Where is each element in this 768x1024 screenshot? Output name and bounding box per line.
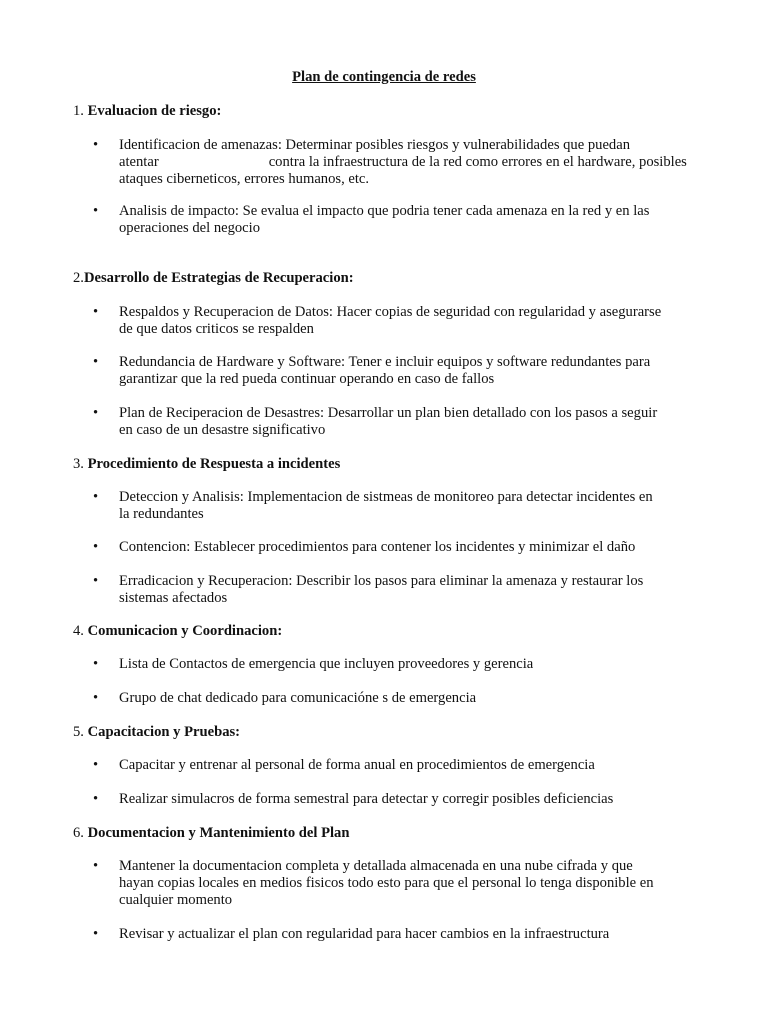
bullet-icon: • (93, 926, 99, 942)
section-heading-2 (73, 269, 354, 287)
section-number: 4. (73, 623, 84, 639)
section-title: Capacitacion y Pruebas: (87, 724, 241, 740)
item-line: ataques ciberneticos, errores humanos, etc. (119, 171, 370, 187)
item-line: Lista de Contactos de emergencia que incluyen proveedores y gerencia (119, 656, 534, 672)
item-line: Mantener la documentacion completa y detallada almacenada en una nube cifrada y que (119, 858, 633, 874)
section-title: Comunicacion y Coordinacion: (87, 623, 283, 639)
item-line: Analisis de impacto: Se evalua el impacto que podria tener cada amenaza en la red y en las (119, 203, 650, 219)
item-line: la redundantes (119, 506, 204, 522)
document-title: Plan de contingencia de redes (292, 69, 476, 85)
item-line: Contencion: Establecer procedimientos para contener los incidentes y minimizar el daño (119, 539, 636, 555)
item-line: Erradicacion y Recuperacion: Describir los pasos para eliminar la amenaza y restaurar los (119, 573, 644, 589)
bullet-icon: • (93, 405, 99, 421)
item-line: operaciones del negocio (119, 220, 261, 236)
section-number: 5. (73, 724, 84, 740)
bullet-icon: • (93, 203, 99, 219)
item-line: Deteccion y Analisis: Implementacion de sistmeas de monitoreo para detectar incidentes en (119, 489, 653, 505)
bullet-icon: • (93, 656, 99, 672)
section-heading-1 (73, 102, 221, 120)
section-number: 6. (73, 825, 84, 841)
section-title: Documentacion y Mantenimiento del Plan (87, 825, 350, 841)
bullet-icon: • (93, 791, 99, 807)
section-number: 3. (73, 456, 84, 472)
bullet-icon: • (93, 690, 99, 706)
item-line: contra la infraestructura de la red como errores en el hardware, posibles (268, 154, 687, 170)
item-line: Respaldos y Recuperacion de Datos: Hacer copias de seguridad con regularidad y asegurarse (119, 304, 662, 320)
item-line: Capacitar y entrenar al personal de forma anual en procedimientos de emergencia (119, 757, 595, 773)
item-line: garantizar que la red pueda continuar operando en caso de fallos (119, 371, 495, 387)
section-title: Procedimiento de Respuesta a incidentes (87, 456, 341, 472)
bullet-icon: • (93, 354, 99, 370)
item-line: atentar (119, 154, 159, 170)
section-heading-3 (73, 455, 340, 473)
bullet-icon: • (93, 489, 99, 505)
bullet-icon: • (93, 573, 99, 589)
item-line: de que datos criticos se respalden (119, 321, 314, 337)
section-title: Desarrollo de Estrategias de Recuperacion: (83, 270, 354, 286)
section-heading-4 (73, 622, 282, 640)
bullet-icon: • (93, 858, 99, 874)
section-number: 2. (73, 270, 84, 286)
item-line: cualquier momento (119, 892, 233, 908)
item-line: Realizar simulacros de forma semestral para detectar y corregir posibles deficiencias (119, 791, 614, 807)
item-line: Revisar y actualizar el plan con regularidad para hacer cambios en la infraestructura (119, 926, 610, 942)
item-line: Redundancia de Hardware y Software: Tener e incluir equipos y software redundantes para (119, 354, 651, 370)
item-line: sistemas afectados (119, 590, 228, 606)
item-line: en caso de un desastre significativo (119, 422, 326, 438)
item-line: Plan de Reciperacion de Desastres: Desarrollar un plan bien detallado con los pasos a seguir (119, 405, 658, 421)
item-line-split (119, 154, 703, 171)
section-number: 1. (73, 103, 84, 119)
bullet-icon: • (93, 137, 99, 153)
bullet-icon: • (93, 539, 99, 555)
section-title: Evaluacion de riesgo: (87, 103, 222, 119)
section-heading-6 (73, 824, 349, 842)
section-heading-5 (73, 723, 240, 741)
item-line: Identificacion de amenazas: Determinar posibles riesgos y vulnerabilidades que puedan (119, 137, 631, 153)
item-line: hayan copias locales en medios fisicos todo esto para que el personal lo tenga disponible en (119, 875, 654, 891)
bullet-icon: • (93, 757, 99, 773)
item-line: Grupo de chat dedicado para comunicacióne s de emergencia (119, 690, 477, 706)
bullet-icon: • (93, 304, 99, 320)
